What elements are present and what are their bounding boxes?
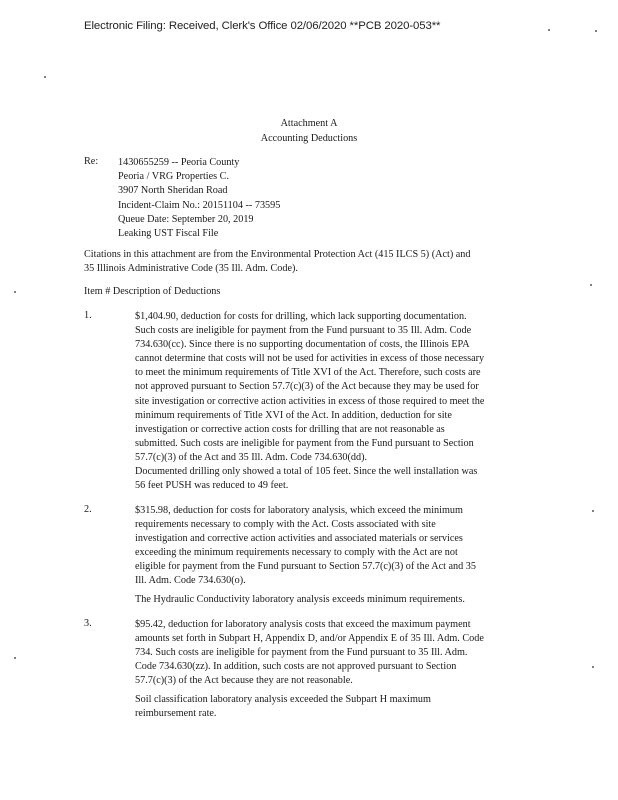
paragraph-line: 57.7(c)(3) of the Act and 35 Ill. Adm. Code 734.630(dd). — [135, 451, 368, 463]
citation-paragraph — [84, 248, 534, 276]
paragraph-line: cannot determine that costs will not be used for activities in excess of those necessary — [135, 353, 485, 365]
paragraph-line: submitted. Such costs are ineligible for payment from the Fund pursuant to Section — [135, 437, 474, 449]
paragraph-line: 734.630(cc). Since there is no supporting documentation of costs, the Illinois EPA — [135, 339, 470, 351]
re-block — [118, 156, 280, 241]
item-number: 3. — [84, 618, 92, 629]
scan-speck — [590, 284, 592, 286]
item-1-paragraph-1 — [135, 310, 535, 465]
item-1-paragraph-2 — [135, 465, 535, 493]
re-line: 3907 North Sheridan Road — [118, 185, 228, 197]
item-heading: Item # Description of Deductions — [84, 286, 221, 297]
scan-speck — [592, 510, 594, 512]
paragraph-line: investigation and corrective action activities and associated materials or services — [135, 533, 463, 545]
paragraph-line: amounts set forth in Subpart H, Appendix D, and/or Appendix E of 35 Ill. Adm. Code — [135, 633, 484, 645]
paragraph-line: Documented drilling only showed a total of 105 feet. Since the well installation was — [135, 466, 478, 477]
paragraph-line: 734. Such costs are ineligible for payment from the Fund pursuant to 35 Ill. Adm. — [135, 647, 468, 659]
scan-speck — [592, 666, 594, 668]
paragraph-line: eligible for payment from the Fund pursuant to Section 57.7(c)(3) of the Act and 35 — [135, 561, 476, 573]
paragraph-line: not approved pursuant to Section 57.7(c)(3) of the Act because they may be used for — [135, 381, 479, 393]
paragraph-line: $315.98, deduction for costs for laboratory analysis, which exceed the minimum — [135, 505, 463, 516]
paragraph-line: $1,404.90, deduction for costs for drilling, which lack supporting documentation. — [135, 311, 467, 322]
paragraph-line: reimbursement rate. — [135, 708, 217, 720]
scan-speck — [14, 291, 16, 293]
filing-header: Electronic Filing: Received, Clerk's Office 02/06/2020 **PCB 2020-053** — [84, 20, 441, 32]
paragraph-line: Ill. Adm. Code 734.630(o). — [135, 575, 246, 587]
scan-speck — [548, 29, 550, 31]
paragraph-line: site investigation or corrective action activities in excess of those required to meet the — [135, 395, 485, 407]
re-line: Incident-Claim No.: 20151104 -- 73595 — [118, 199, 281, 211]
item-2-paragraph-1 — [135, 504, 535, 589]
scan-speck — [595, 30, 597, 32]
paragraph-line: minimum requirements of Title XVI of the Act. In addition, deduction for site — [135, 409, 452, 421]
re-line: Queue Date: September 20, 2019 — [118, 213, 254, 225]
item-3-paragraph-2 — [135, 693, 535, 721]
re-label: Re: — [84, 156, 99, 167]
paragraph-line: investigation or corrective action costs for drilling that are not reasonable as — [135, 423, 445, 435]
item-2-paragraph-2 — [135, 593, 535, 607]
paragraph-line: Code 734.630(zz). In addition, such costs are not approved pursuant to Section — [135, 661, 457, 673]
item-number: 2. — [84, 504, 92, 515]
item-3-paragraph-1 — [135, 618, 535, 688]
paragraph-line: Such costs are ineligible for payment from the Fund pursuant to 35 Ill. Adm. Code — [135, 325, 472, 337]
item-number: 1. — [84, 310, 92, 321]
paragraph-line: The Hydraulic Conductivity laboratory analysis exceeds minimum requirements. — [135, 594, 465, 605]
re-line: Peoria / VRG Properties C. — [118, 171, 230, 183]
citation-line: Citations in this attachment are from the Environmental Protection Act (415 ILCS 5) (Act) and — [84, 249, 471, 260]
paragraph-line: to meet the minimum requirements of Title XVI of the Act. Therefore, such costs are — [135, 367, 481, 379]
re-line: Leaking UST Fiscal File — [118, 228, 219, 240]
paragraph-line: 57.7(c)(3) of the Act because they are not reasonable. — [135, 675, 353, 687]
scan-speck — [44, 76, 46, 78]
attachment-subtitle: Accounting Deductions — [260, 133, 358, 144]
scan-speck — [14, 657, 16, 659]
paragraph-line: requirements necessary to comply with the Act. Costs associated with site — [135, 519, 436, 531]
paragraph-line: exceeding the minimum requirements necessary to comply with the Act are not — [135, 547, 458, 559]
paragraph-line: Soil classification laboratory analysis exceeded the Subpart H maximum — [135, 694, 431, 705]
attachment-title: Attachment A — [280, 118, 338, 129]
paragraph-line: $95.42, deduction for laboratory analysis costs that exceed the maximum payment — [135, 619, 471, 630]
citation-line: 35 Illinois Administrative Code (35 Ill. Adm. Code). — [84, 263, 298, 274]
re-line: 1430655259 -- Peoria County — [118, 157, 240, 168]
paragraph-line: 56 feet PUSH was reduced to 49 feet. — [135, 480, 289, 492]
